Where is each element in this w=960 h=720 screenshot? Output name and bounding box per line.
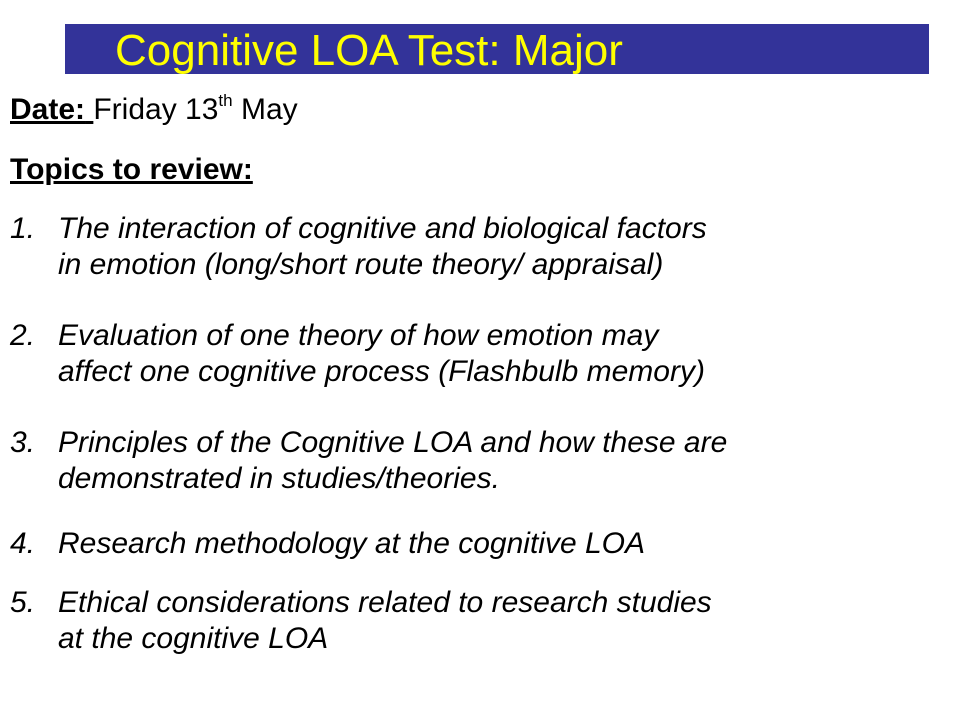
topic-item-5 [10,585,712,657]
topic-line: Ethical considerations related to research studies [58,586,712,619]
date-sup: th [218,91,233,110]
slide-title: Cognitive LOA Test: Major [115,26,623,74]
topic-line: Research methodology at the cognitive LOA [58,527,646,560]
topic-item-2 [10,318,705,390]
topic-line: Principles of the Cognitive LOA and how these are [58,426,728,459]
date-prefix: Friday 13 [93,93,219,126]
topic-item-3 [10,425,728,497]
topic-item-4 [10,526,646,562]
title-bar [65,24,929,74]
topic-number: 3. [10,426,36,459]
topic-number: 4. [10,527,36,560]
topic-number: 1. [10,212,36,245]
date-row [10,92,298,128]
topics-heading: Topics to review: [10,153,253,186]
topic-item-1 [10,211,707,283]
topic-line: demonstrated in studies/theories. [58,462,500,495]
topic-number: 2. [10,319,36,352]
topic-line: The interaction of cognitive and biological factors [58,212,707,245]
topic-line: affect one cognitive process (Flashbulb memory) [58,355,705,388]
topic-line: in emotion (long/short route theory/ appraisal) [58,248,664,281]
topic-number: 5. [10,586,36,619]
topic-line: Evaluation of one theory of how emotion may [58,319,659,352]
date-label: Date: [10,93,86,126]
topic-line: at the cognitive LOA [58,622,329,655]
date-suffix: May [240,93,298,126]
